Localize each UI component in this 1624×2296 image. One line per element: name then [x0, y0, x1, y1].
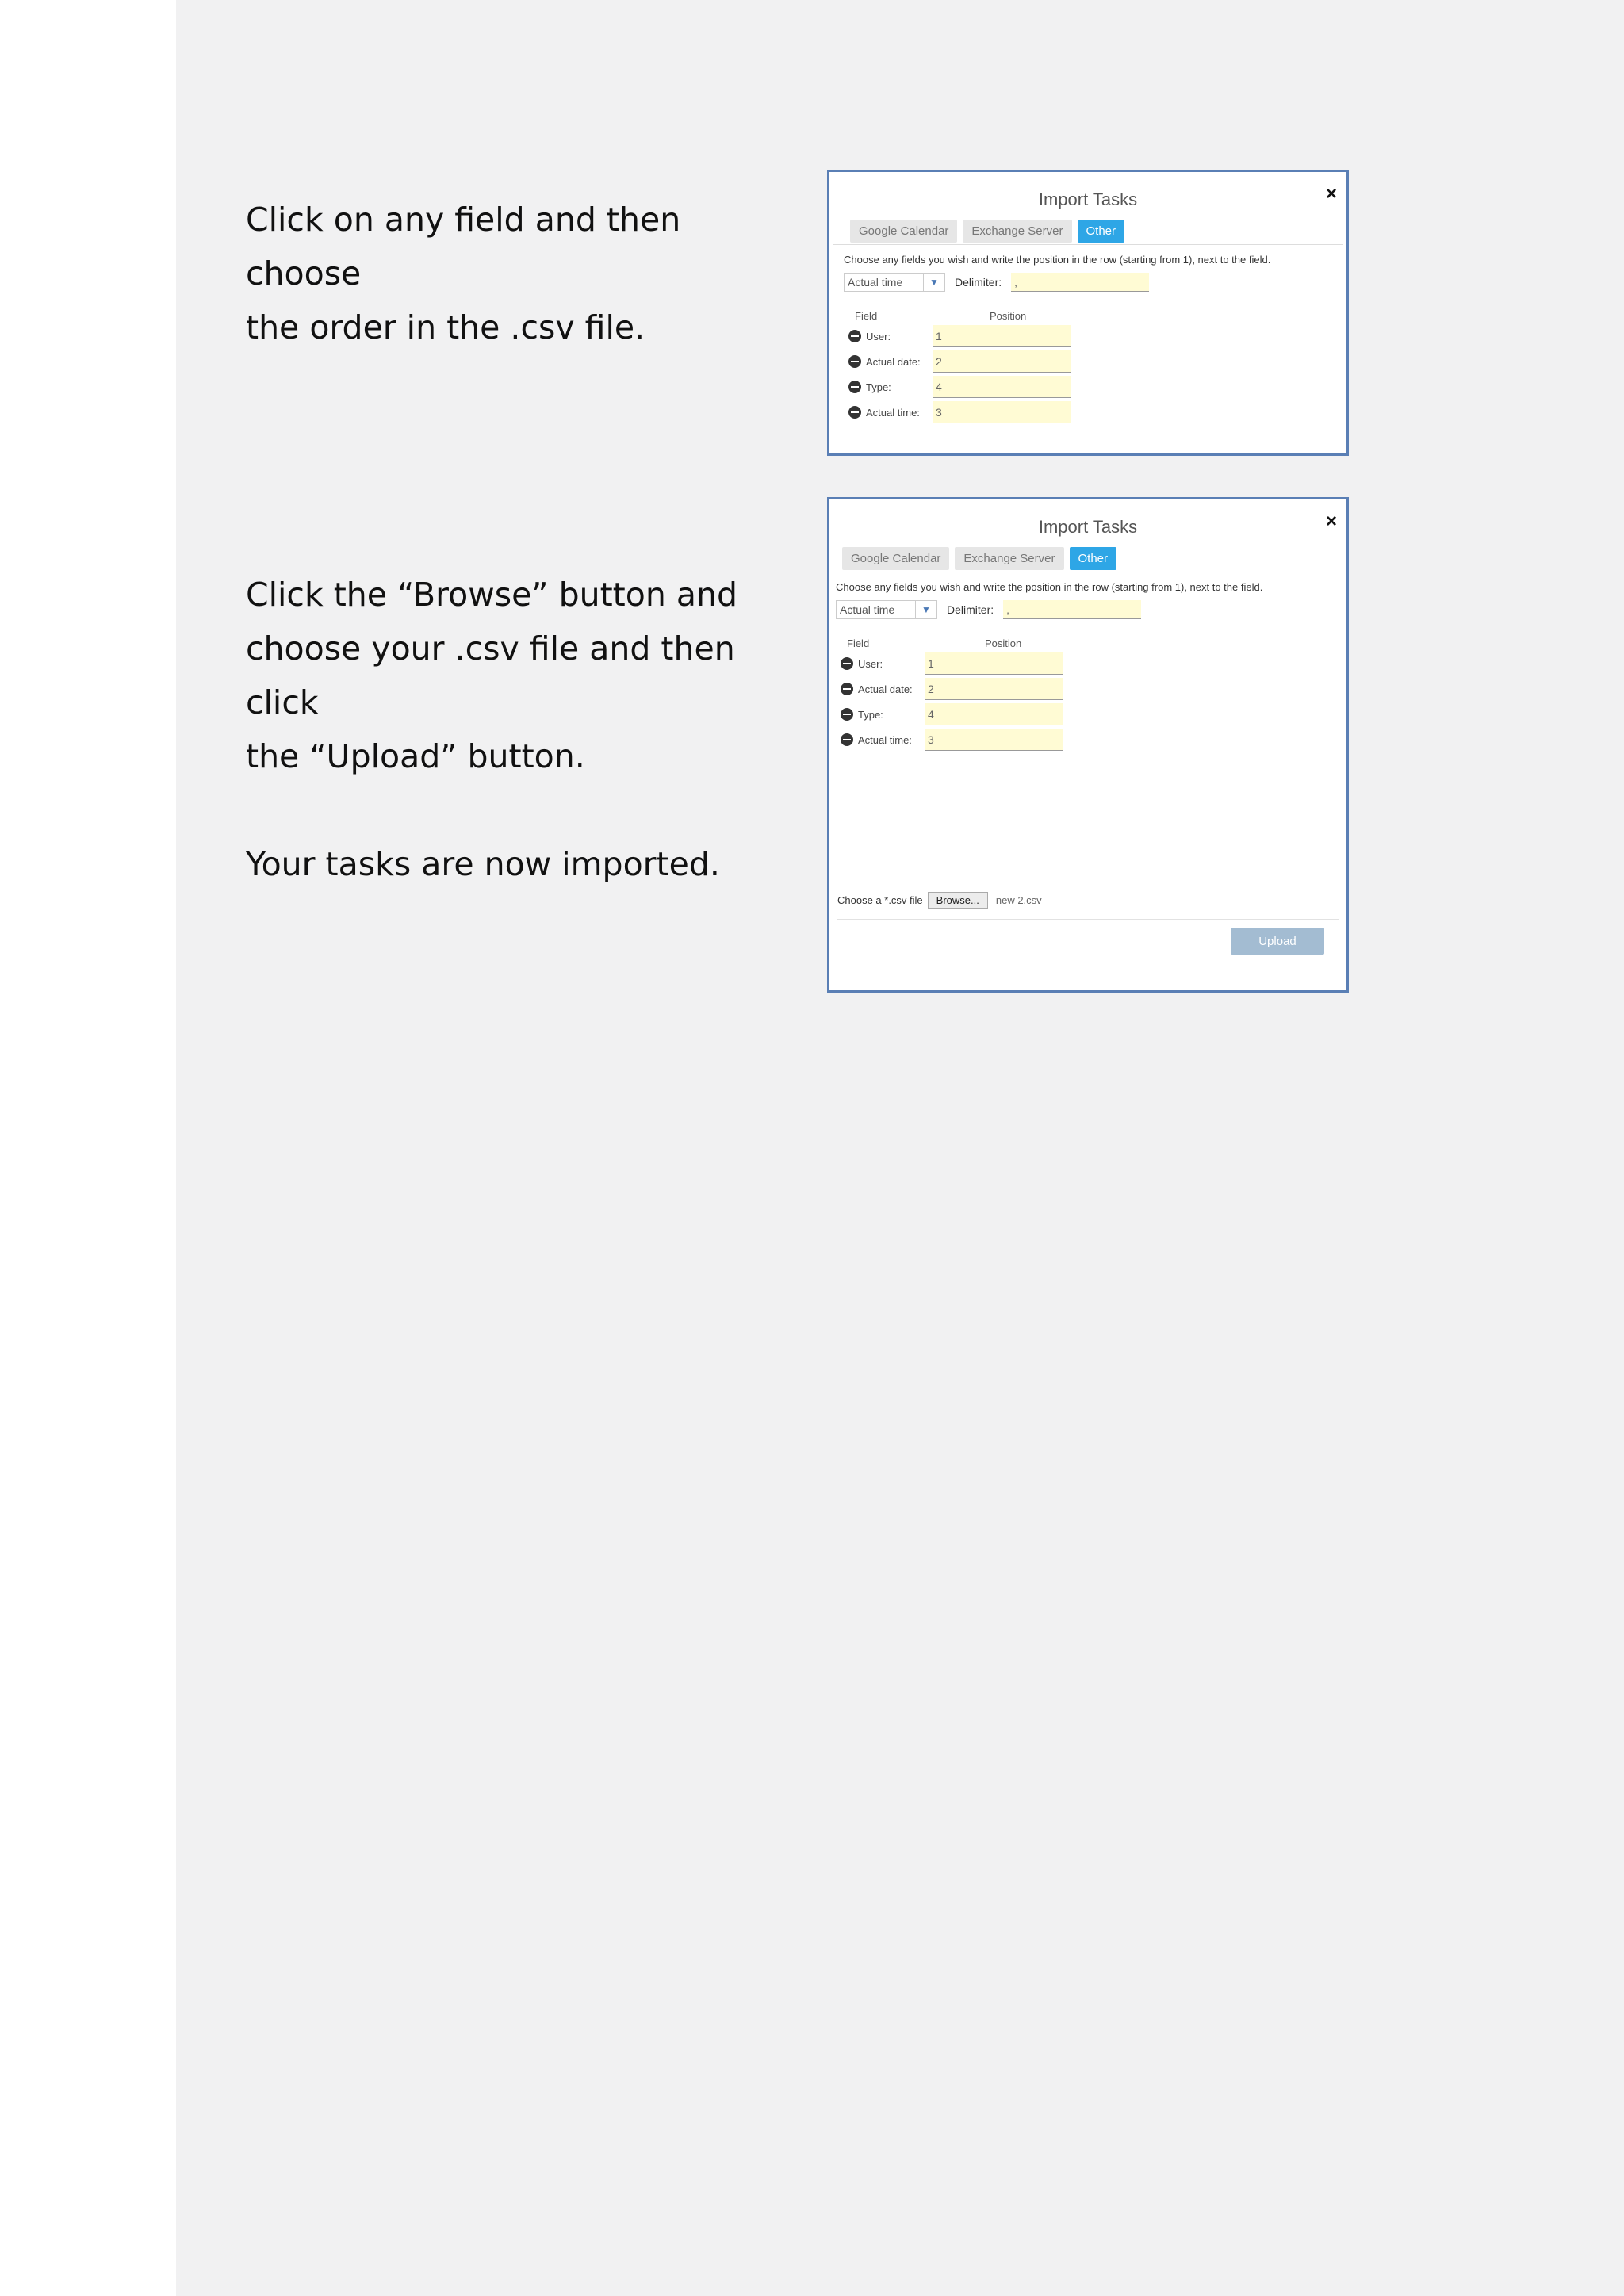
chevron-down-icon[interactable]: ▼ — [915, 601, 936, 618]
instruction-line: choose your .csv file and then click — [246, 629, 735, 721]
file-chooser-label: Choose a *.csv file — [837, 894, 923, 906]
field-select[interactable] — [844, 273, 945, 292]
tab-google-calendar[interactable]: Google Calendar — [850, 220, 957, 243]
field-select[interactable] — [836, 600, 937, 619]
import-tasks-dialog-shot-1 — [827, 170, 1349, 456]
field-label: Actual time: — [858, 733, 912, 746]
field-label: Actual date: — [866, 355, 921, 368]
position-input[interactable]: 4 — [933, 376, 1071, 398]
field-label: Actual time: — [866, 406, 920, 419]
field-row — [841, 652, 1063, 675]
remove-icon[interactable] — [841, 708, 853, 721]
import-tasks-dialog-shot-2 — [827, 497, 1349, 993]
remove-icon[interactable] — [841, 657, 853, 670]
field-row — [841, 703, 1063, 725]
field-row — [841, 729, 1063, 751]
dialog-description: Choose any fields you wish and write the position in the row (starting from 1), next to the field. — [844, 254, 1271, 266]
position-input[interactable]: 3 — [925, 729, 1063, 751]
field-select-value: Actual time — [848, 276, 903, 289]
dialog-title: Import Tasks — [1038, 517, 1138, 537]
column-header-position: Position — [990, 310, 1027, 322]
field-label: Type: — [858, 708, 883, 721]
instruction-step-2 — [246, 568, 801, 891]
delimiter-input[interactable]: , — [1003, 600, 1141, 619]
field-row — [848, 350, 1071, 373]
field-row — [848, 401, 1071, 423]
divider — [833, 244, 1343, 245]
dialog-title: Import Tasks — [1038, 189, 1138, 209]
field-select-value: Actual time — [840, 603, 895, 616]
close-icon[interactable]: × — [1325, 183, 1337, 205]
tab-exchange-server[interactable]: Exchange Server — [963, 220, 1071, 243]
field-label: Type: — [866, 381, 891, 393]
remove-icon[interactable] — [848, 355, 861, 368]
remove-icon[interactable] — [848, 381, 861, 393]
field-row — [848, 376, 1071, 398]
delimiter-label: Delimiter: — [947, 603, 994, 616]
selected-file-name: new 2.csv — [995, 894, 1042, 906]
controls-row — [836, 600, 1141, 619]
field-label: Actual date: — [858, 683, 913, 695]
position-input[interactable]: 2 — [925, 678, 1063, 700]
position-input[interactable]: 2 — [933, 350, 1071, 373]
instruction-line: Click on any field and then choose — [246, 201, 681, 293]
column-header-field: Field — [847, 637, 870, 649]
controls-row — [844, 273, 1149, 292]
remove-icon[interactable] — [841, 683, 853, 695]
file-chooser-row — [837, 892, 1042, 909]
tab-bar — [842, 547, 1116, 570]
tab-exchange-server[interactable]: Exchange Server — [955, 547, 1063, 570]
tab-bar — [850, 220, 1124, 243]
position-input[interactable]: 1 — [933, 325, 1071, 347]
upload-button[interactable]: Upload — [1231, 928, 1324, 955]
field-label: User: — [858, 657, 883, 670]
tab-other[interactable]: Other — [1070, 547, 1117, 570]
remove-icon[interactable] — [848, 406, 861, 419]
instruction-done: Your tasks are now imported. — [246, 845, 720, 883]
position-input[interactable]: 3 — [933, 401, 1071, 423]
position-input[interactable]: 4 — [925, 703, 1063, 725]
instruction-line: Click the “Browse” button and — [246, 576, 737, 614]
remove-icon[interactable] — [841, 733, 853, 746]
chevron-down-icon[interactable]: ▼ — [923, 274, 944, 291]
dialog-description: Choose any fields you wish and write the position in the row (starting from 1), next to the field. — [836, 581, 1263, 593]
field-row — [841, 678, 1063, 700]
footer-divider — [837, 919, 1339, 920]
column-header-field: Field — [855, 310, 878, 322]
delimiter-input[interactable]: , — [1011, 273, 1149, 292]
tab-other[interactable]: Other — [1078, 220, 1125, 243]
field-row — [848, 325, 1071, 347]
instruction-line: the “Upload” button. — [246, 737, 585, 775]
column-header-position: Position — [985, 637, 1022, 649]
close-icon[interactable]: × — [1325, 511, 1337, 532]
delimiter-label: Delimiter: — [955, 276, 1002, 289]
instruction-step-1 — [246, 193, 801, 354]
position-input[interactable]: 1 — [925, 652, 1063, 675]
remove-icon[interactable] — [848, 330, 861, 342]
tab-google-calendar[interactable]: Google Calendar — [842, 547, 949, 570]
browse-button[interactable]: Browse... — [928, 892, 988, 909]
instruction-line: the order in the .csv file. — [246, 308, 645, 346]
field-label: User: — [866, 330, 891, 342]
